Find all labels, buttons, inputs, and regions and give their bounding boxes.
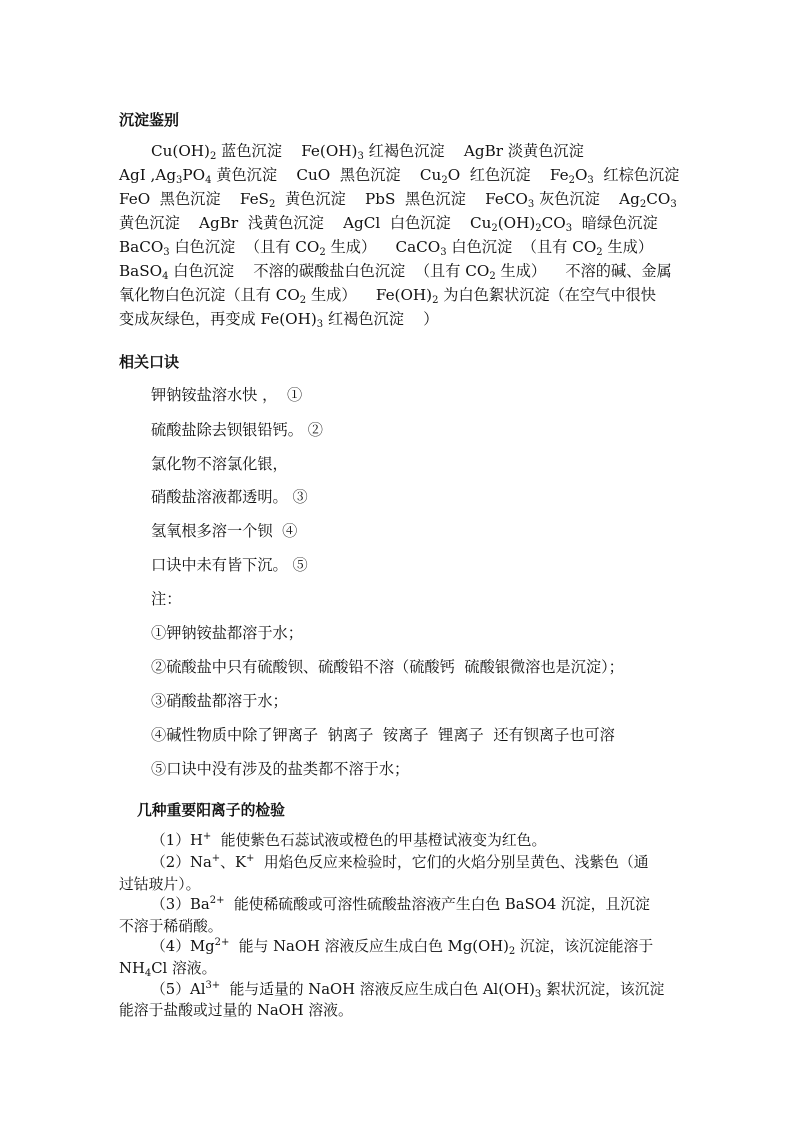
section1-line-2: AgI $,Ag_3PO_4$ 黄色沉淀 CuO 黑色沉淀 $Cu_2O$ 红色沉淀 $Fe_2O_3$ 红棕色沉淀 (119, 166, 680, 186)
section1-line-4: 黄色沉淀 AgBr 浅黄色沉淀 AgCl 白色沉淀 $Cu_2(OH)_2CO_3$ 暗绿色沉淀 (119, 214, 658, 234)
mnemonic-line-1: 钾钠铵盐溶水快 ， ① (151, 386, 303, 404)
mnemonic-line-4: 硝酸盐溶液都透明。 ③ (151, 488, 308, 506)
cation-test-4-cont: $NH_4Cl$ 溶液。 (119, 960, 217, 979)
cation-test-5: $(5)Al^{3+}$ 能与适量的 NaOH 溶液反应生成白色 $Al(OH)_3$ 絮状沉淀，该沉淀 (151, 980, 665, 1000)
section1-title: 沉淀鉴别 (119, 111, 180, 129)
cation-test-2-cont: 过钴玻片）。 (119, 876, 201, 893)
section1-line-7: 氧化物白色沉淀（且有 $CO_2$ 生成） $Fe(OH)_2$ 为白色絮状沉淀（在空气中很快 (119, 286, 656, 306)
note-5: ⑤口诀中没有涉及的盐类都不溶于水； (151, 760, 410, 778)
mnemonic-line-6: 口诀中未有皆下沉。 ⑤ (151, 556, 308, 574)
note-2: ②硫酸盐中只有硫酸钡、硫酸铅不溶（硫酸钙 硫酸银微溶也是沉淀）； (151, 658, 624, 676)
section1-line-1: $Cu(OH)_2$ 蓝色沉淀 $Fe(OH)_3$ 红褐色沉淀 AgBr 淡黄色沉淀 (151, 142, 584, 162)
note-3: ③硝酸盐都溶于水； (151, 692, 288, 710)
section1-line-3: FeO 黑色沉淀 FeS$_2$ 黄色沉淀 PbS 黑色沉淀 FeCO$_3$ 灰色沉淀 $Ag_2CO_3$ (119, 190, 677, 210)
cation-test-3: $(3)Ba^{2+}$ 能使稀硫酸或可溶性硫酸盐溶液产生白色 BaSO4 沉淀，且沉淀 (151, 895, 650, 913)
section1-line-6: BaSO$_4$ 白色沉淀 不溶的碳酸盐白色沉淀 （且有 $CO_2$ 生成） 不溶的碱、金属 (119, 262, 672, 282)
cation-test-5-cont: 能溶于盐酸或过量的 NaOH 溶液。 (119, 1002, 353, 1019)
section1-line-5: BaCO$_3$ 白色沉淀 （且有 $CO_2$ 生成） CaCO$_3$ 白色沉淀 （且有 $CO_2$ 生成） (119, 238, 654, 258)
section2-title: 相关口诀 (119, 353, 180, 371)
note-4: ④碱性物质中除了钾离子 钠离子 铵离子 锂离子 还有钡离子也可溶 (151, 726, 615, 744)
notes-label: 注： (151, 590, 182, 608)
cation-test-2: （2）Na+、K+ 用焰色反应来检验时，它们的火焰分别呈黄色、浅紫色（通 (151, 853, 649, 871)
cation-test-1: （1）H+ 能使紫色石蕊试液或橙色的甲基橙试液变为红色。 (151, 831, 547, 849)
mnemonic-line-3: 氯化物不溶氯化银， (151, 455, 288, 473)
cation-test-3-cont: 不溶于稀硝酸。 (119, 918, 223, 935)
section1-line-8: 变成灰绿色，再变成 $Fe(OH)_3$ 红褐色沉淀 ） (119, 310, 439, 330)
cation-test-4: $(4)Mg^{2+}$ 能与 NaOH 溶液反应生成白色 $Mg(OH)_2$ 沉淀，该沉淀能溶于 (151, 937, 654, 957)
mnemonic-line-2: 硫酸盐除去钡银铅钙。 ② (151, 421, 323, 439)
mnemonic-line-5: 氢氧根多溶一个钡 ④ (151, 522, 298, 540)
note-1: ①钾钠铵盐都溶于水； (151, 624, 303, 642)
section3-title: 几种重要阳离子的检验 (137, 802, 285, 819)
